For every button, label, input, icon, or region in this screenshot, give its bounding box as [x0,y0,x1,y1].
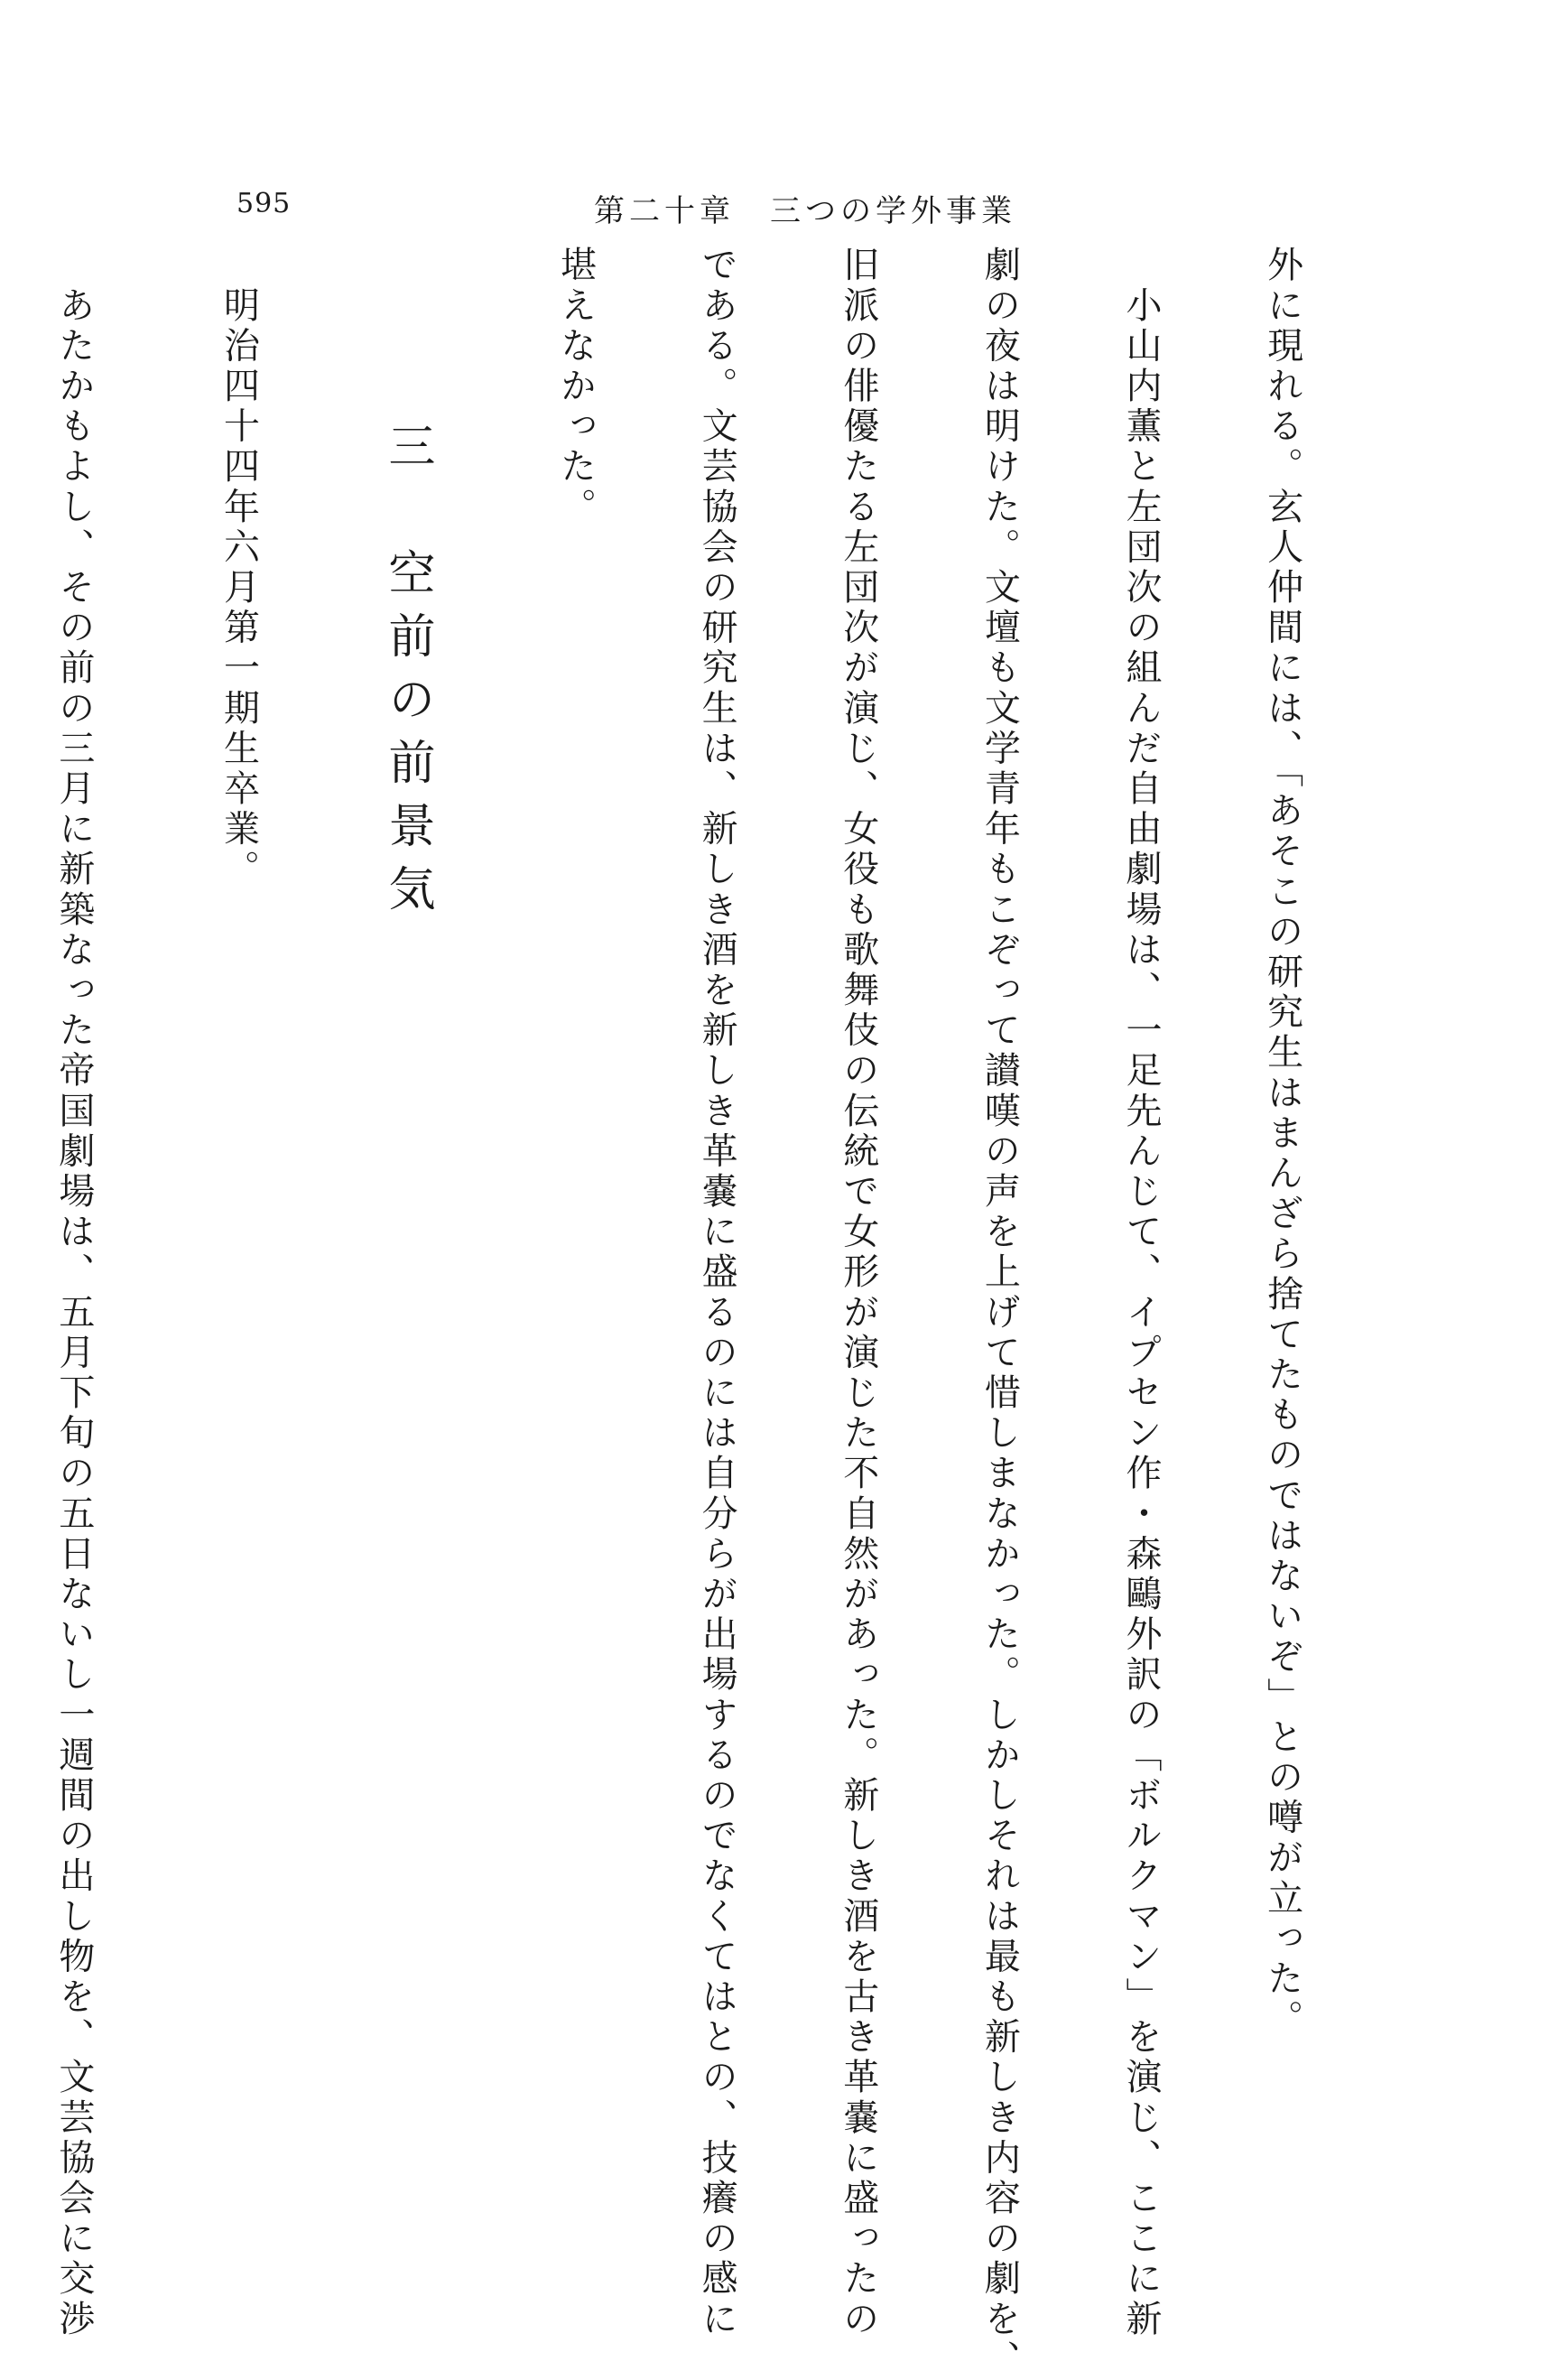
text-line: あたかもよし、その前の三月に新築なった帝国劇場は、五月下旬の五日ないし一週間の出し物を、文芸協会に交渉 [52,246,95,2340]
text-line: 旧派の俳優たる左団次が演じ、女役も歌舞伎の伝統で女形が演じた不自然があった。新しき酒を古き革嚢に盛ったの [837,246,879,2340]
running-head: 第二十章 三つの学外事業 [594,193,1016,229]
text-line: 明治四十四年六月第一期生卒業。 [218,246,260,890]
page-number: 595 [236,188,292,219]
text-line: 外に現れる。玄人仲間には、「あそこの研究生はまんざら捨てたものではないぞ」との噂が立った。 [1261,246,1303,2040]
section-heading: 三 空前の前景気 [379,422,434,927]
body-text [0,246,1400,2380]
text-line: 小山内薫と左団次の組んだ自由劇場は、一足先んじて、イプセン作・森鷗外訳の「ボルクマン」を演じ、ここに新 [1119,246,1162,2340]
text-line: 劇の夜は明けた。文壇も文学青年もこぞって讃嘆の声を上げて惜しまなかった。しかしそれは最も新しき内容の劇を、 [978,246,1021,2380]
text-line: である。文芸協会の研究生は、新しき酒を新しき革嚢に盛るのには自分らが出場するのでなくてはとの、技癢の感に [696,246,738,2340]
text-line: 堪えなかった。 [554,246,597,528]
